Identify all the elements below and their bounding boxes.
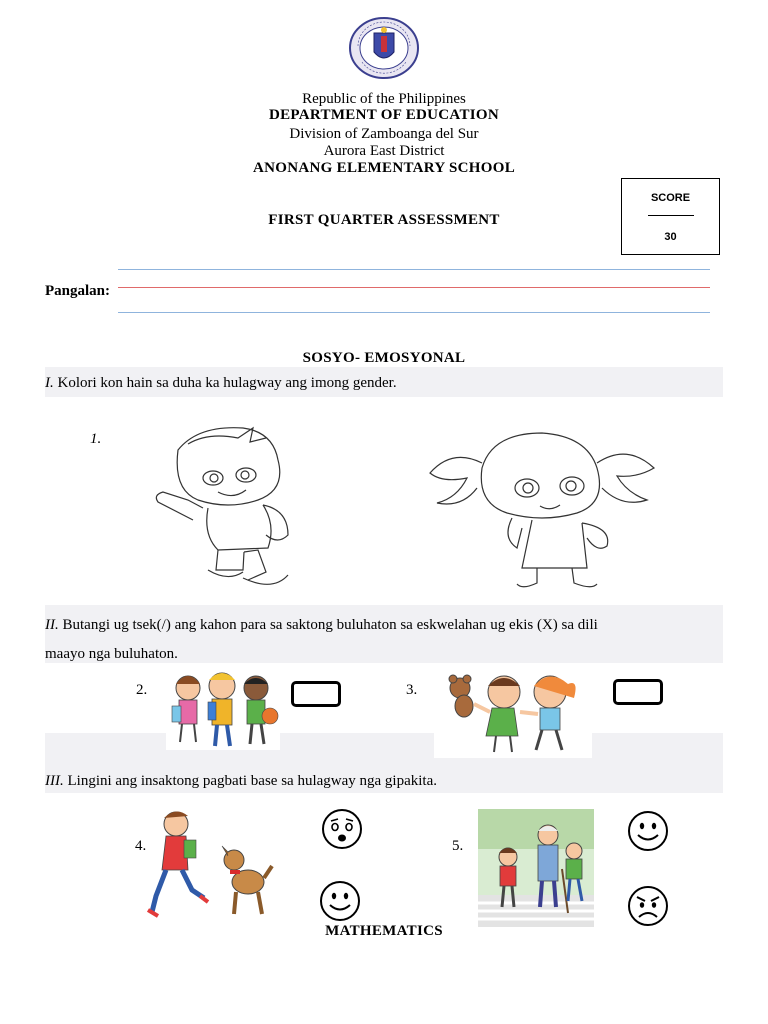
part1-numeral: I. (45, 375, 54, 391)
name-write-line[interactable] (118, 287, 710, 288)
header-district: Aurora East District (323, 143, 445, 159)
children-helping-elderly-picture (478, 809, 594, 927)
section-title-math: MATHEMATICS (325, 923, 443, 939)
smiling-face-icon[interactable] (627, 810, 669, 852)
children-walking-picture (166, 666, 280, 750)
score-max: 30 (664, 231, 677, 243)
item-5-number: 5. (452, 838, 464, 854)
name-guide-bottom (118, 312, 710, 313)
angry-face-icon[interactable] (627, 885, 669, 927)
header-department: DEPARTMENT OF EDUCATION (269, 107, 499, 123)
part1-instruction (45, 375, 397, 392)
score-box (621, 178, 720, 255)
name-guide-top (118, 269, 710, 270)
item-2-number: 2. (136, 682, 148, 698)
boy-running-from-dog-picture (148, 806, 274, 922)
part3-numeral: III. (45, 773, 64, 789)
part2-instruction-line2: maayo nga buluhaton. (45, 646, 178, 662)
girl-outline-picture[interactable] (422, 428, 662, 594)
header-republic: Republic of the Philippines (302, 91, 466, 107)
score-label: SCORE (650, 192, 691, 204)
section-title-socio: SOSYO- EMOSYONAL (302, 350, 466, 366)
item-3-number: 3. (406, 682, 418, 698)
item-1-number: 1. (90, 431, 102, 447)
item-2-answer-box[interactable] (291, 681, 341, 707)
deped-seal-logo (348, 16, 420, 80)
part2-instruction-line1 (45, 611, 598, 640)
boy-outline-picture[interactable] (148, 420, 308, 592)
part3-text: Lingini ang insaktong pagbati base sa hulagway nga gipakita. (63, 773, 437, 789)
part2-text: Butangi ug tsek(/) ang kahon para sa saktong buluhaton sa eskwelahan ug ekis (X) sa dili (58, 617, 598, 633)
smiling-face-icon[interactable] (319, 880, 361, 922)
assessment-title: FIRST QUARTER ASSESSMENT (268, 212, 500, 228)
children-quarreling-picture (434, 664, 592, 758)
name-label: Pangalan: (45, 283, 111, 299)
header-school: ANONANG ELEMENTARY SCHOOL (253, 160, 515, 176)
item-4-number: 4. (135, 838, 147, 854)
part1-text: Kolori kon hain sa duha ka hulagway ang imong gender. (53, 375, 397, 391)
worried-face-icon[interactable] (321, 808, 363, 850)
header-division: Division of Zamboanga del Sur (289, 126, 479, 142)
part2-numeral: II. (45, 617, 59, 633)
item-3-answer-box[interactable] (613, 679, 663, 705)
part3-instruction (45, 773, 437, 790)
score-blank-line[interactable] (648, 215, 694, 216)
